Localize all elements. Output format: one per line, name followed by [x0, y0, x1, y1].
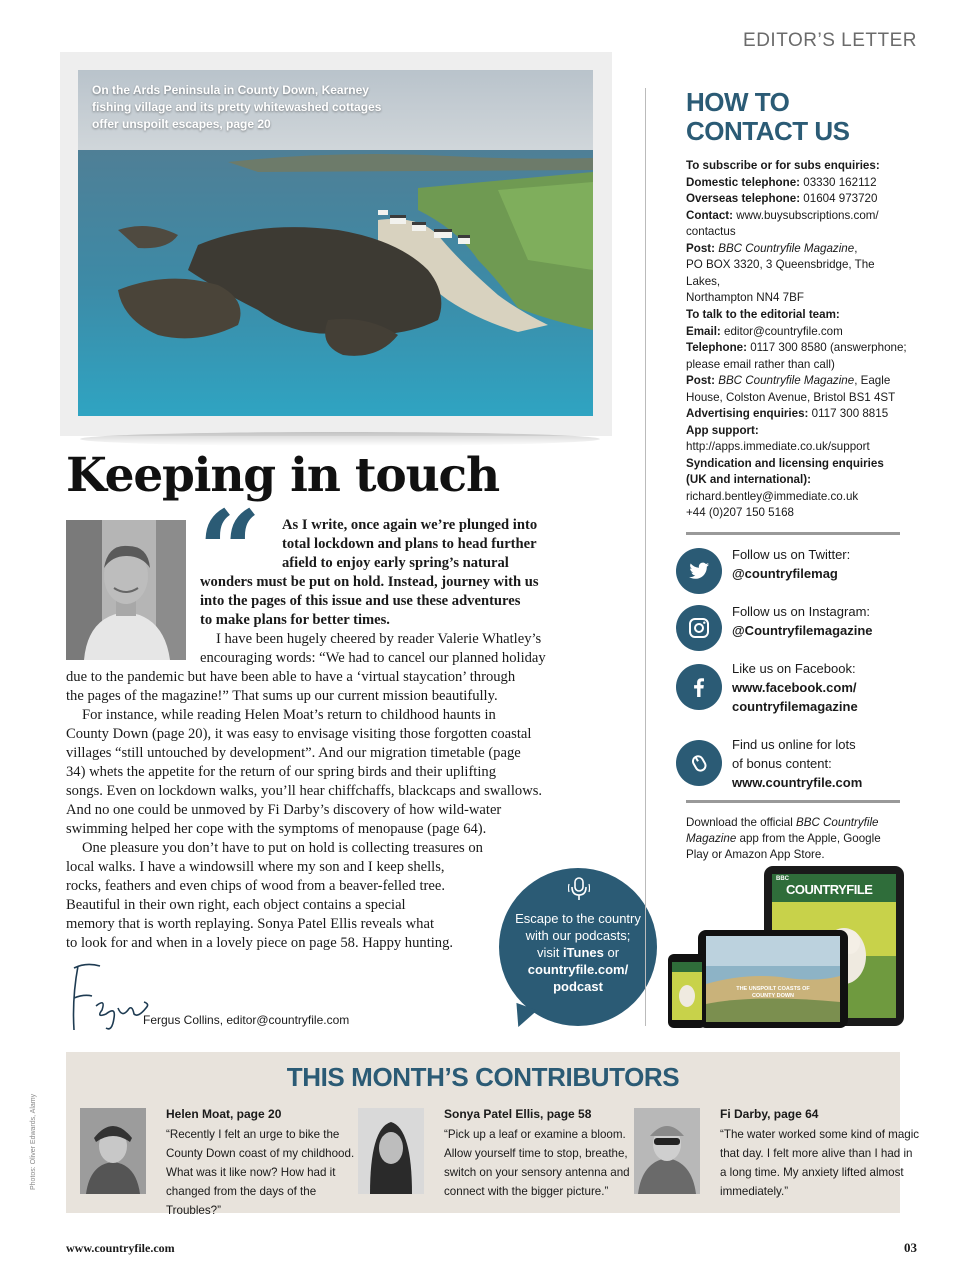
podcast-line: Escape to the country: [515, 911, 641, 926]
contributor-quote: “Recently I felt an urge to bike the County Down coast of my childhood. What was it like now? How had it changed from the days of the Troubles?”: [166, 1128, 355, 1217]
footer-url[interactable]: www.countryfile.com: [66, 1241, 175, 1255]
article-line: For instance, while reading Helen Moat’s return to childhood haunts in: [82, 707, 496, 723]
article-line: local walks. I have a windowsill where my son and I keep shells,: [66, 859, 445, 875]
sign-off: Fergus Collins, editor@countryfile.com: [143, 1013, 350, 1027]
contributor-card: [634, 1106, 920, 1198]
article-line: to make plans for better times.: [200, 612, 390, 628]
advertising-label: Advertising enquiries:: [686, 407, 809, 420]
contributor-quote: “Pick up a leaf or examine a bloom. Allow yourself time to stop, breathe, switch on your sensory antenna and connect with the bigger picture.”: [444, 1128, 630, 1198]
app-note-text: app from the Apple, Google Play or Amazon App Store.: [686, 832, 881, 861]
app-support-link[interactable]: http://apps.immediate.co.uk/support: [686, 440, 870, 453]
article-line: the pages of the magazine!” That sums up our current mission beautifully.: [66, 688, 498, 704]
article-body: [66, 516, 596, 953]
instagram-icon: [676, 605, 722, 651]
landscape-cover-caption: THE UNSPOILT COASTS OF COUNTY DOWN: [736, 986, 810, 999]
syndication-phone: +44 (0)207 150 5168: [686, 506, 794, 519]
contact-title-line: HOW TO: [686, 87, 790, 117]
section-label: EDITOR’S LETTER: [743, 30, 917, 51]
article-line: swimming helped her cope with the symptoms of menopause (page 64).: [66, 821, 487, 837]
social-website[interactable]: [676, 736, 906, 788]
podcast-text-post: or: [603, 945, 620, 960]
contributor-name: Sonya Patel Ellis, page 58: [444, 1107, 592, 1121]
article-line: rocks, feathers and even chips of wood from a beaver-felled tree.: [66, 878, 445, 894]
facebook-icon: [676, 664, 722, 710]
photo-caption: On the Ards Peninsula in County Down, Kearney fishing village and its pretty whitewashed cottages offer unspoilt escapes, page 20: [92, 83, 382, 131]
app-note-magazine: BBC Countryfile Magazine: [686, 816, 879, 845]
syndication-email[interactable]: richard.bentley@immediate.co.uk: [686, 489, 859, 503]
email-label: Email:: [686, 324, 721, 338]
contributor-card: [80, 1106, 355, 1217]
social-handle[interactable]: @countryfilemag: [732, 566, 838, 581]
subscriptions-block: [686, 158, 911, 307]
contact-title-line: CONTACT US: [686, 116, 850, 146]
article-line: to look for and when in a lovely piece on page 58. Happy hunting.: [66, 935, 454, 951]
tel-label: Telephone:: [686, 341, 747, 354]
social-twitter[interactable]: [676, 546, 906, 598]
social-instagram[interactable]: [676, 603, 906, 655]
contributor-photo: [634, 1108, 700, 1194]
app-note: [686, 815, 906, 863]
contributors-title: THIS MONTH’S CONTRIBUTORS: [286, 1062, 680, 1092]
syndication-label: (UK and international):: [686, 473, 811, 486]
contact-label: Contact:: [686, 208, 734, 222]
article-line: I have been hugely cheered by reader Valerie Whatley’s: [216, 631, 542, 647]
article-line: Beautiful in their own right, each object contains a special: [66, 897, 406, 913]
post-rest: ,: [854, 241, 858, 255]
contact-link-end[interactable]: contactus: [686, 225, 736, 238]
tablet-brand: BBC: [776, 876, 789, 882]
photo-credit: Photos: Oliver Edwards, Alamy: [30, 1093, 37, 1190]
article-line: wonders must be put on hold. Instead, journey with us: [200, 574, 539, 590]
quote-mark: “: [198, 486, 262, 615]
article-line: County Down (page 20), it was easy to envisage visiting those forgotten coastal: [66, 726, 532, 742]
editorial-block: [686, 307, 911, 522]
contributor-card: [358, 1106, 628, 1196]
social-handle[interactable]: @Countryfilemagazine: [732, 623, 873, 638]
contributor-quote: “The water worked some kind of magic that day. I felt more alive than I had in a long time. My anxiety lifted almost immediately.”: [720, 1128, 920, 1198]
domestic-label: Domestic telephone:: [686, 175, 801, 189]
editorial-phone: 0117 300 8580 (answerphone;: [750, 341, 907, 354]
column-divider: [645, 88, 646, 1026]
podcast-bubble[interactable]: [499, 868, 657, 1026]
social-handle[interactable]: www.countryfile.com: [732, 775, 863, 790]
post-address: Northampton NN4 7BF: [686, 291, 804, 304]
microphone-icon: [568, 876, 590, 902]
article-line: into the pages of this issue and use these adventures: [200, 593, 521, 609]
app-note-text: Download the official: [686, 816, 796, 829]
photo-shadow: [80, 432, 600, 446]
podcast-text: [509, 910, 647, 995]
contributor-name: Helen Moat, page 20: [166, 1107, 282, 1121]
article-line: As I write, once again we’re plunged into: [282, 517, 538, 533]
headline: Keeping in touch: [66, 448, 499, 503]
contact-title: [686, 88, 850, 146]
article-line: And no one could be unmoved by Fi Darby’s discovery of how wild-water: [66, 802, 502, 818]
podcast-line: [509, 944, 647, 961]
contributor-photo: [80, 1108, 146, 1194]
app-support-label: App support:: [686, 423, 759, 437]
twitter-icon: [676, 548, 722, 594]
social-rule: [686, 800, 900, 803]
social-handle[interactable]: www.facebook.com/: [732, 680, 857, 695]
article-line: due to the pandemic but have been able to have a ‘virtual staycation’ through: [66, 669, 516, 685]
mouse-icon: [676, 740, 722, 786]
social-label: Follow us on Twitter:: [732, 547, 851, 562]
post-rest: , Eagle: [854, 374, 891, 387]
article-line: 34) whets the appetite for the return of our spring birds and their uplifting: [66, 764, 497, 780]
post-label: Post:: [686, 241, 715, 255]
podcast-line: with our podcasts;: [525, 928, 631, 943]
podcast-link-end[interactable]: podcast: [553, 979, 603, 994]
article-line: songs. Even on lockdown walks, you’ll hear chiffchaffs, blackcaps and swallows.: [66, 783, 543, 799]
article-line: villages “still untouched by development”. And our migration timetable (page: [66, 745, 521, 761]
post-address: PO BOX 3320, 3 Queensbridge, The Lakes,: [686, 258, 875, 288]
itunes-label: iTunes: [562, 945, 604, 960]
article-line: encouraging words: “We had to cancel our planned holiday: [200, 650, 546, 666]
editorial-heading: To talk to the editorial team:: [686, 308, 840, 321]
editorial-phone-note: please email rather than call): [686, 357, 835, 371]
contributors-panel: [66, 1052, 920, 1217]
podcast-link[interactable]: countryfile.com/: [527, 962, 629, 977]
social-facebook[interactable]: [676, 660, 906, 712]
syndication-label: Syndication and licensing enquiries: [686, 456, 884, 470]
contact-link[interactable]: www.buysubscriptions.com/: [736, 208, 879, 222]
overseas-phone: 01604 973720: [803, 192, 878, 205]
social-handle[interactable]: countryfilemagazine: [732, 699, 858, 714]
post-address: House, Colston Avenue, Bristol BS1 4ST: [686, 390, 896, 404]
subs-heading: To subscribe or for subs enquiries:: [686, 159, 880, 172]
article-line: memory that is worth replaying. Sonya Patel Ellis reveals what: [66, 916, 435, 932]
contributor-name: Fi Darby, page 64: [720, 1107, 819, 1121]
social-label: Follow us on Instagram:: [732, 604, 871, 619]
contributor-photo: [358, 1108, 424, 1194]
article-line: afield to enjoy early spring’s natural: [282, 555, 509, 571]
page-number: 03: [904, 1240, 917, 1255]
article-line: One pleasure you don’t have to put on hold is collecting treasures on: [82, 840, 483, 856]
contact-rule: [686, 532, 900, 535]
tablet-masthead: COUNTRYFILE: [786, 882, 873, 897]
social-label: of bonus content:: [732, 756, 832, 771]
advertising-phone: 0117 300 8815: [811, 407, 889, 420]
editorial-email[interactable]: editor@countryfile.com: [724, 324, 843, 338]
social-label: Like us on Facebook:: [732, 661, 856, 676]
post-magazine: BBC Countryfile Magazine: [718, 374, 855, 387]
podcast-text-pre: visit: [536, 945, 563, 960]
domestic-phone: 03330 162112: [803, 175, 877, 189]
overseas-label: Overseas telephone:: [686, 192, 801, 205]
social-label: Find us online for lots: [732, 737, 856, 752]
post-label: Post:: [686, 374, 715, 387]
app-devices: [668, 864, 904, 1029]
post-magazine: BBC Countryfile Magazine: [718, 241, 855, 255]
article-line: total lockdown and plans to head further: [282, 536, 537, 552]
